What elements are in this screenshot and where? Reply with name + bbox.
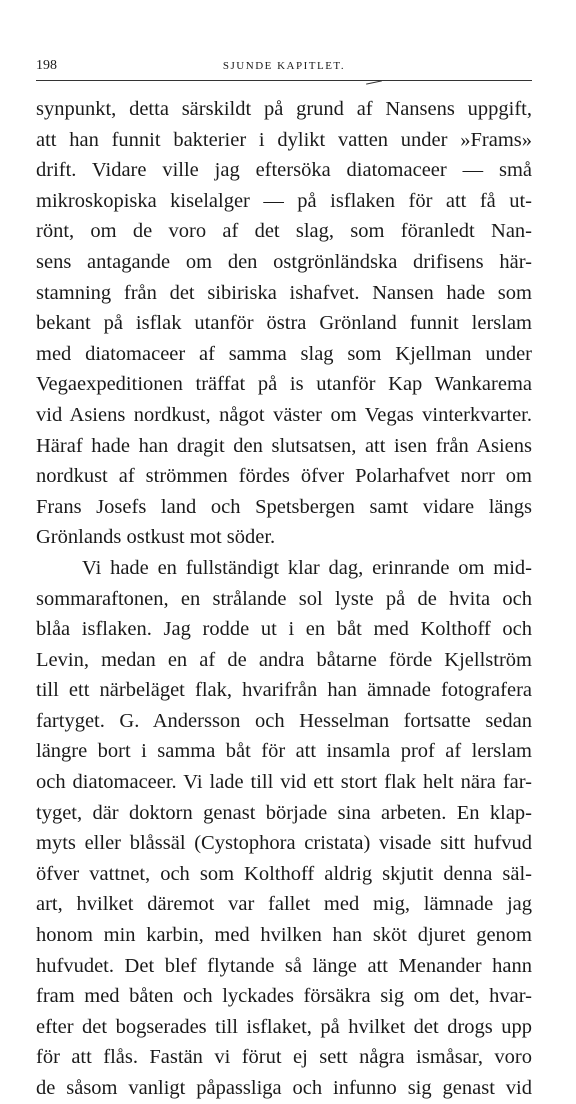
text-line: hufvudet. Det blef flytande så länge att Menander hann — [36, 954, 532, 977]
page-number: 198 — [36, 58, 57, 73]
text-line: myts eller blåssäl (Cystophora cristata) visade sitt hufvud — [36, 832, 532, 855]
paragraph — [36, 553, 532, 1104]
running-head — [36, 58, 532, 78]
text-line: honom min karbin, med hvilken han sköt djuret genom — [36, 924, 532, 947]
text-line: att han funnit bakterier i dylikt vatten under »Frams» — [36, 128, 532, 151]
text-line: bekant på isflak utanför östra Grönland funnit lerslam — [36, 312, 532, 335]
text-line: för att flås. Fastän vi förut ej sett några ismåsar, voro — [36, 1046, 532, 1069]
text-line: Levin, medan en af de andra båtarne förde Kjellström — [36, 648, 532, 671]
text-line: art, hvilket däremot var fallet med mig, lämnade jag — [36, 893, 532, 916]
body-text — [36, 94, 532, 1104]
text-line: rönt, om de voro af det slag, som föranledt Nan- — [36, 220, 532, 243]
text-line: Frans Josefs land och Spetsbergen samt vidare längs — [36, 495, 532, 518]
text-line: blåa isflaken. Jag rodde ut i en båt med Kolthoff och — [36, 618, 532, 641]
text-line: de såsom vanligt påpassliga och infunno sig genast vid — [36, 1077, 532, 1099]
text-line: sommaraftonen, en strålande sol lyste på de hvita och — [36, 587, 532, 610]
text-line: drift. Vidare ville jag eftersöka diatomaceer — små — [36, 159, 532, 182]
text-line: stamning från det sibiriska ishafvet. Nansen hade som — [36, 281, 532, 304]
text-line: tyget, där doktorn genast började sina arbeten. En klap- — [36, 801, 532, 824]
text-line: efter det bogserades till isflaket, på hvilket det drogs upp — [36, 1015, 532, 1038]
text-line: med diatomaceer af samma slag som Kjellman under — [36, 342, 532, 365]
text-line: sens antagande om den ostgrönländska drifisens här- — [36, 250, 532, 273]
header-rule — [36, 80, 532, 81]
text-line: Vegaexpeditionen träffat på is utanför Kap Wankarema — [36, 373, 532, 396]
text-line: Häraf hade han dragit den slutsatsen, att isen från Asiens — [36, 434, 532, 457]
text-line: öfver vattnet, och som Kolthoff aldrig skjutit denna säl- — [36, 862, 532, 885]
text-line: längre bort i samma båt för att insamla prof af lerslam — [36, 740, 532, 763]
text-line: Grönlands ostkust mot söder. — [36, 526, 276, 549]
text-line: Vi hade en fullständigt klar dag, erinrande om mid- — [82, 556, 532, 579]
text-line: och diatomaceer. Vi lade till vid ett stort flak helt nära far- — [36, 771, 532, 794]
text-line: nordkust af strömmen fördes öfver Polarhafvet norr om — [36, 465, 532, 488]
text-line: mikroskopiska kiselalger — på isflaken för att få ut- — [36, 189, 532, 212]
text-line: fartyget. G. Andersson och Hesselman fortsatte sedan — [36, 709, 532, 732]
text-line: till ett närbeläget flak, hvarifrån han ämnade fotografera — [36, 679, 532, 702]
text-line: vid Asiens nordkust, något väster om Vegas vinterkvarter. — [36, 403, 532, 426]
text-line: synpunkt, detta särskildt på grund af Nansens uppgift, — [36, 98, 532, 120]
running-title: SJUNDE KAPITLET. — [222, 60, 346, 72]
text-line: fram med båten och lyckades försäkra sig om det, hvar- — [36, 985, 532, 1008]
paragraph — [36, 94, 532, 553]
